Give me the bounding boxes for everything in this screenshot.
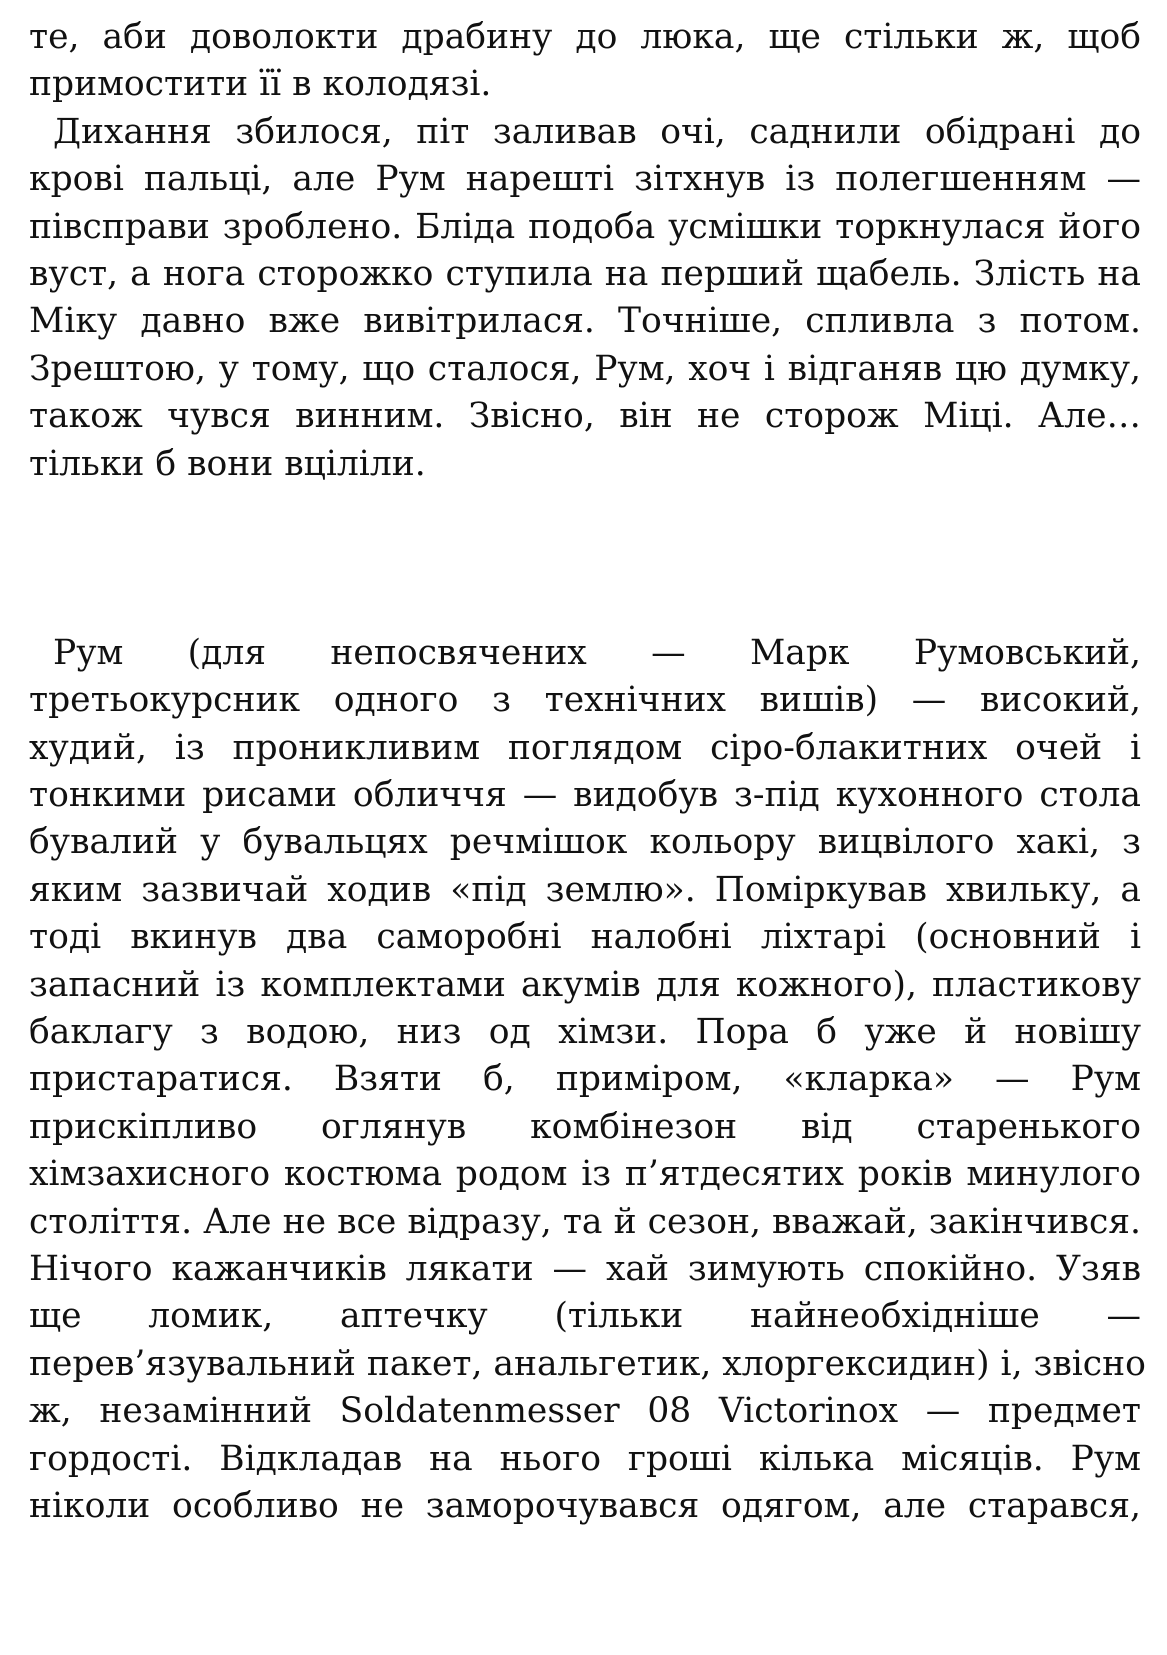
section-break bbox=[29, 488, 1141, 630]
text-line: гордості. Відкладав на нього гроші кілька місяців. Рум bbox=[29, 1438, 1141, 1479]
paragraph-2 bbox=[29, 109, 1141, 488]
text-line: крові пальці, але Рум нарешті зітхнув із полегшенням — bbox=[29, 159, 1141, 200]
paragraph-3 bbox=[29, 630, 1146, 1530]
text-line: вуст, а нога сторожко ступила на перший щабель. Злість на bbox=[29, 253, 1141, 294]
text-line: Міку давно вже вивітрилася. Точніше, спливла з потом. bbox=[29, 301, 1141, 342]
text-line: тоді вкинув два саморобні налобні ліхтарі (основний і bbox=[29, 917, 1141, 958]
text-line: баклагу з водою, низ од хімзи. Пора б уже й новішу bbox=[29, 1012, 1141, 1053]
text-line: тільки б вони вціліли. bbox=[29, 443, 426, 484]
text-line: те, аби доволокти драбину до люка, ще стільки ж, щоб bbox=[29, 17, 1141, 57]
text-line: яким зазвичай ходив «під землю». Поміркував хвильку, а bbox=[29, 869, 1141, 910]
text-line: Нічого кажанчиків лякати — хай зимують спокійно. Узяв bbox=[29, 1248, 1141, 1289]
text-line: століття. Але не все відразу, та й сезон, вважай, закінчився. bbox=[29, 1201, 1141, 1242]
text-line: Зрештою, у тому, що сталося, Рум, хоч і відганяв цю думку, bbox=[29, 348, 1141, 389]
text-line: Дихання збилося, піт заливав очі, саднили обідрані до bbox=[53, 111, 1141, 152]
text-line: третьокурсник одного з технічних вишів) — високий, bbox=[29, 680, 1141, 721]
text-line: півсправи зроблено. Бліда подоба усмішки торкнулася його bbox=[29, 206, 1141, 247]
text-line: ж, незамінний Soldatenmesser 08 Victorinox — предмет bbox=[29, 1391, 1141, 1432]
text-line: тонкими рисами обличчя — видобув з-під кухонного стола bbox=[29, 775, 1141, 816]
text-line: ще ломик, аптечку (тільки найнеобхідніше — bbox=[29, 1296, 1141, 1337]
paragraph-1 bbox=[29, 14, 1141, 109]
text-line: пристаратися. Взяти б, приміром, «кларка» — Рум bbox=[29, 1059, 1141, 1100]
text-line: хімзахисного костюма родом із п’ятдесятих років минулого bbox=[29, 1154, 1141, 1195]
text-line: ніколи особливо не заморочувався одягом, але старався, bbox=[29, 1485, 1141, 1526]
text-line: худий, із проникливим поглядом сіро-блакитних очей і bbox=[29, 727, 1141, 768]
text-line: бувалий у бувальцях речмішок кольору вицвілого хакі, з bbox=[29, 822, 1141, 863]
text-line: Рум (для непосвячених — Марк Румовський, bbox=[53, 632, 1141, 673]
text-line: примостити її в колодязі. bbox=[29, 64, 492, 105]
text-line: також чувся винним. Звісно, він не сторож Міці. Але… bbox=[29, 396, 1141, 437]
text-line: перев’язувальний пакет, анальгетик, хлоргексидин) і, звісно bbox=[29, 1343, 1146, 1384]
text-line: запасний із комплектами акумів для кожного), пластикову bbox=[29, 964, 1141, 1005]
text-line: прискіпливо оглянув комбінезон від старенького bbox=[29, 1106, 1141, 1147]
book-page bbox=[29, 14, 1146, 1530]
